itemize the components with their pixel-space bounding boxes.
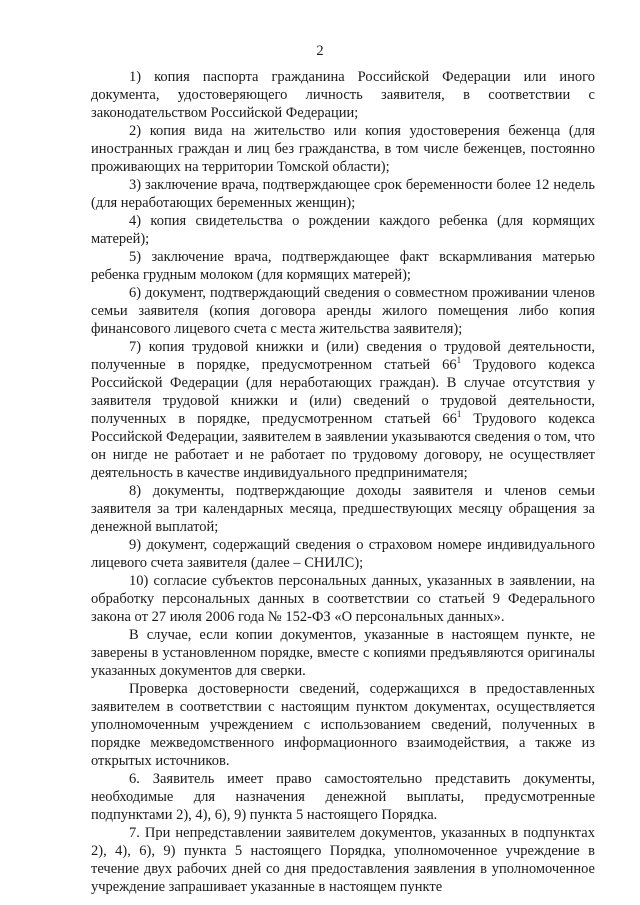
paragraph-item-3: 3) заключение врача, подтверждающее срок беременности более 12 недель (для неработающих беременных женщин); [91,177,595,211]
paragraph-item-7 [91,338,595,482]
paragraph-item-2: 2) копия вида на жительство или копия удостоверения беженца (для иностранных граждан и лиц без гражданства, в том числе беженцев, постоянно проживающих на территории Томской области); [91,123,595,175]
paragraph-item-10: 10) согласие субъектов персональных данных, указанных в заявлении, на обработку персональных данных в соответствии со статьей 9 Федерального закона от 27 июля 2006 года № 152-ФЗ «О персональных данных». [91,573,595,625]
paragraph-verification: Проверка достоверности сведений, содержащихся в предоставленных заявителем в соответствии с настоящим пунктом документах, осуществляется уполномоченным учреждением с использованием сведений, полученных в порядке межведомственного информационного взаимодействия, а также из открытых источников. [91,681,595,769]
article-superscript-1: 1 [456,355,462,365]
paragraph-item-5: 5) заключение врача, подтверждающее факт вскармливания матерью ребенка грудным молоком (для кормящих матерей); [91,249,595,283]
paragraph-section-6: 6. Заявитель имеет право самостоятельно представить документы, необходимые для назначения денежной выплаты, предусмотренные подпунктами 2), 4), 6), 9) пункта 5 настоящего Порядка. [91,771,595,823]
document-body [91,68,595,896]
page-number: 2 [316,43,324,59]
paragraph-item-8: 8) документы, подтверждающие доходы заявителя и членов семьи заявителя за три календарных месяца, предшествующих месяцу обращения за денежной выплатой; [91,483,595,535]
paragraph-item-7-part-3: Трудового кодекса Российской Федерации, заявителем в заявлении указываются сведения о том, что он нигде не работает и не работает по трудовому договору, не осуществляет деятельность в качестве индивидуального предпринимателя; [91,411,595,481]
paragraph-section-7: 7. При непредставлении заявителем документов, указанных в подпунктах 2), 4), 6), 9) пункта 5 настоящего Порядка, уполномоченное учреждение в течение двух рабочих дней со дня предоставления заявления в уполномоченное учреждение запрашивает указанные в настоящем пункте [91,825,595,895]
paragraph-item-1: 1) копия паспорта гражданина Российской Федерации или иного документа, удостоверяющего личность заявителя, в соответствии с законодательством Российской Федерации; [91,69,595,121]
paragraph-item-7-part-1: 7) копия трудовой книжки и (или) сведения о трудовой деятельности, полученные в порядке, предусмотренном статьей 66 [91,339,595,373]
paragraph-item-7-part-2: Трудового кодекса Российской Федерации (для неработающих граждан). В случае отсутствия у заявителя трудовой книжки и (или) сведений о трудовой деятельности, полученных в порядке, предусмотренном статьей 66 [91,357,595,427]
paragraph-copies-note: В случае, если копии документов, указанные в настоящем пункте, не заверены в установленном порядке, вместе с копиями предъявляются оригиналы указанных документов для сверки. [91,627,595,679]
paragraph-item-6: 6) документ, подтверждающий сведения о совместном проживании членов семьи заявителя (копия договора аренды жилого помещения либо копия финансового лицевого счета с места жительства заявителя); [91,285,595,337]
paragraph-item-9: 9) документ, содержащий сведения о страховом номере индивидуального лицевого счета заявителя (далее – СНИЛС); [91,537,595,571]
article-superscript-2: 1 [456,409,462,419]
paragraph-item-4: 4) копия свидетельства о рождении каждого ребенка (для кормящих матерей); [91,213,595,247]
